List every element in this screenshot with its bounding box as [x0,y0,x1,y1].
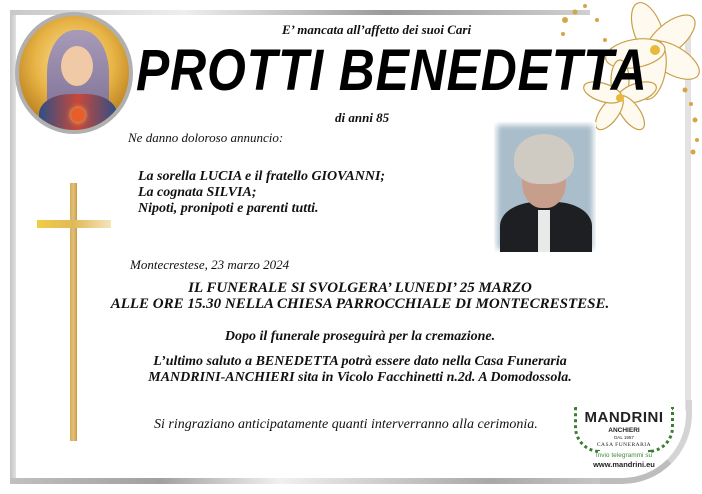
logo-casa-funeraria: CASA FUNERARIA [596,442,652,448]
madonna-face [61,46,93,86]
funeral-home-logo [572,405,676,475]
last-farewell-info [100,354,620,386]
farewell-line: MANDRINI-ANCHIERI sita in Vicolo Facchinetti n.2d. A Domodossola. [148,370,572,385]
deceased-photo [494,122,596,252]
funeral-line: ALLE ORE 15.30 NELLA CHIESA PARROCCHIALE DI MONTECRESTESE. [110,296,610,312]
family-line: La sorella LUCIA e il fratello GIOVANNI; [138,169,386,184]
cremation-note: Dopo il funerale proseguirà per la cremazione. [224,329,496,344]
farewell-line: L’ultimo saluto a BENEDETTA potrà essere dato nella Casa Funeraria [153,354,567,369]
frame-border-top [10,10,590,15]
family-list [138,169,385,217]
deceased-name: PROTTI BENEDETTA [136,38,648,103]
logo-since: DAL 1957 [614,435,634,440]
logo-telegram-note: Invio telegrammi su [595,452,653,459]
announcement-label: Ne danno doloroso annuncio: [128,130,284,145]
logo-sub: ANCHIERI [608,427,640,434]
thanks-text: Si ringraziano anticipatamente quanti interverranno alla cerimonia. [154,417,538,432]
frame-border-bottom [10,478,610,484]
logo-brand: MANDRINI [584,409,664,426]
madonna-portrait-image [15,12,133,134]
funeral-line: IL FUNERALE SI SVOLGERA’ LUNEDI’ 25 MARZO [188,280,532,296]
photo-collar [538,210,550,252]
deceased-age: di anni 85 [335,110,390,125]
family-line: Nipoti, pronipoti e parenti tutti. [138,201,319,216]
sacred-heart-icon [71,108,85,122]
gold-cross-bar-icon [37,220,111,228]
photo-hair [514,134,574,184]
logo-website-link[interactable]: www.mandrini.eu [593,460,655,469]
funeral-info [100,280,620,312]
intro-text: E’ mancata all’affetto dei suoi Cari [282,22,472,37]
place-date: Montecrestese, 23 marzo 2024 [130,257,290,272]
family-line: La cognata SILVIA; [138,185,257,200]
